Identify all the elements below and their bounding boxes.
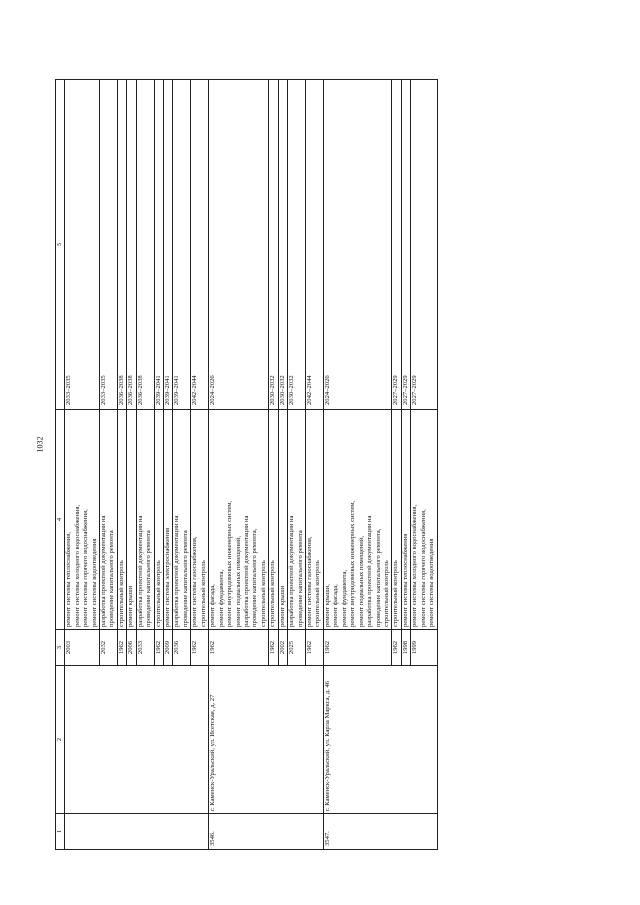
repair-period: 2036–2038	[117, 80, 126, 410]
work-list	[269, 410, 278, 630]
header-col-2: 2	[56, 666, 65, 814]
commission-year: 1962	[117, 630, 126, 666]
repair-period: 2033–2035	[65, 80, 100, 410]
work-item: разработка проектной документации на	[99, 515, 107, 627]
commission-year: 1962	[306, 630, 324, 666]
work-item: строительный контроль	[269, 560, 277, 627]
repair-period: 2033–2035	[99, 80, 117, 410]
work-item: разработка проектной документации на	[288, 515, 296, 627]
work-item: разработка проектной документации на	[242, 515, 250, 627]
object-address	[65, 666, 209, 814]
repair-period: 2036–2038	[127, 80, 136, 410]
work-item: разработка проектной документации на	[366, 515, 374, 627]
object-address: г. Каменск-Уральский, ул. Исетская, д. 27	[209, 666, 324, 814]
object-number: 3547.	[323, 814, 437, 850]
header-row	[56, 80, 65, 850]
work-item: ремонт системы водоотведения	[90, 538, 98, 627]
work-list	[65, 410, 100, 630]
work-item: ремонт системы теплоснабжения	[401, 533, 409, 627]
commission-year: 2032	[99, 630, 117, 666]
work-item: строительный контроль	[199, 560, 207, 627]
repair-period: 2039–2041	[173, 80, 191, 410]
repair-period: 2039–2041	[164, 80, 173, 410]
work-list	[392, 410, 401, 630]
page-number: 1032	[35, 436, 45, 453]
work-item: строительный контроль	[117, 560, 125, 627]
work-item: ремонт фундамента,	[217, 569, 225, 627]
header-col-3: 3	[56, 630, 65, 666]
repair-period: 2027–2029	[411, 80, 437, 410]
commission-year: 1962	[154, 630, 163, 666]
work-item: ремонт фасада,	[209, 584, 217, 627]
work-item: проведение капитального ремонта,	[251, 528, 259, 627]
object-number	[65, 814, 209, 850]
work-item: ремонт крыши	[278, 585, 286, 627]
work-item: проведение капитального ремонта	[108, 530, 116, 627]
work-item: ремонт системы теплоснабжения,	[65, 532, 73, 627]
commission-year: 2009	[164, 630, 173, 666]
work-item: ремонт системы электроснабжения	[164, 527, 171, 627]
header-col-1: 1	[56, 814, 65, 850]
repair-period: 2039–2041	[154, 80, 163, 410]
work-list	[136, 410, 154, 630]
work-list	[209, 410, 269, 630]
repair-schedule-table	[55, 79, 438, 850]
header-col-5: 5	[56, 80, 65, 410]
work-item: строительный контроль	[382, 560, 390, 627]
work-item: ремонт крыши,	[323, 584, 331, 627]
work-list	[323, 410, 392, 630]
repair-period: 2027–2029	[401, 80, 410, 410]
repair-period: 2036–2038	[136, 80, 154, 410]
work-item: строительный контроль	[259, 560, 267, 627]
work-list	[278, 410, 287, 630]
commission-year: 1962	[392, 630, 401, 666]
commission-year: 1999	[411, 630, 437, 666]
object-number: 3546.	[209, 814, 324, 850]
work-item: ремонт системы газоснабжения,	[306, 536, 313, 627]
commission-year: 2006	[127, 630, 136, 666]
table-body	[65, 80, 437, 850]
work-item: проведение капитального ремонта,	[374, 528, 382, 627]
work-list	[191, 410, 209, 630]
commission-year: 1962	[209, 630, 269, 666]
repair-period: 2030–2032	[269, 80, 278, 410]
work-item: ремонт подвальных помещений,	[357, 536, 365, 627]
table-row	[209, 80, 269, 850]
work-item: строительный контроль	[314, 560, 322, 627]
work-item: строительный контроль	[392, 560, 400, 627]
commission-year: 1998	[401, 630, 410, 666]
commission-year: 1962	[323, 630, 392, 666]
repair-period: 2030–2032	[288, 80, 306, 410]
work-item: проведение капитального ремонта	[181, 530, 189, 627]
commission-year: 1962	[191, 630, 209, 666]
work-list	[288, 410, 306, 630]
table-row	[323, 80, 392, 850]
repair-period: 2027–2029	[392, 80, 401, 410]
work-item: ремонт фундамента,	[340, 569, 348, 627]
work-item: ремонт фасада,	[332, 584, 340, 627]
work-item: строительный контроль	[154, 560, 162, 627]
work-item: ремонт крыши	[127, 585, 135, 627]
work-item: ремонт системы газоснабжения,	[191, 536, 199, 627]
work-list	[127, 410, 136, 630]
work-list	[306, 410, 324, 630]
commission-year: 2002	[278, 630, 287, 666]
work-item: ремонт системы горячего водоснабжения,	[419, 509, 427, 627]
work-list	[117, 410, 126, 630]
repair-period: 2024–2026	[323, 80, 392, 410]
work-item: ремонт внутридомовых инженерных систем,	[226, 500, 234, 627]
commission-year: 2036	[173, 630, 191, 666]
repair-period: 2024–2026	[209, 80, 269, 410]
commission-year: 1962	[269, 630, 278, 666]
repair-period: 2042–2044	[191, 80, 209, 410]
rotated-page	[55, 80, 600, 850]
work-list	[411, 410, 437, 630]
work-list	[164, 410, 173, 630]
work-item: ремонт системы холодного водоснабжения,	[411, 504, 419, 627]
work-item: проведение капитального ремонта	[296, 530, 304, 627]
repair-period: 2030–2032	[278, 80, 287, 410]
work-list	[173, 410, 191, 630]
commission-year: 2003	[65, 630, 100, 666]
work-item: ремонт системы холодного водоснабжения,	[73, 504, 81, 627]
work-item: разработка проектной документации на	[173, 515, 181, 627]
work-item: ремонт подвальных помещений,	[234, 536, 242, 627]
table-wrapper	[55, 80, 600, 850]
work-item: разработка проектной документации на	[136, 515, 144, 627]
work-item: проведение капитального ремонта	[145, 530, 153, 627]
table-row	[65, 80, 100, 850]
work-item: ремонт системы водоотведения	[428, 538, 436, 627]
work-list	[154, 410, 163, 630]
work-list	[99, 410, 117, 630]
repair-period: 2042–2044	[306, 80, 324, 410]
commission-year: 2025	[288, 630, 306, 666]
work-list	[401, 410, 410, 630]
commission-year: 2033	[136, 630, 154, 666]
header-col-4: 4	[56, 410, 65, 630]
object-address: г. Каменск-Уральский, ул. Карла Маркса, д. 46	[323, 666, 437, 814]
work-item: ремонт системы горячего водоснабжения,	[82, 509, 90, 627]
work-item: ремонт внутридомовых инженерных систем,	[349, 500, 357, 627]
